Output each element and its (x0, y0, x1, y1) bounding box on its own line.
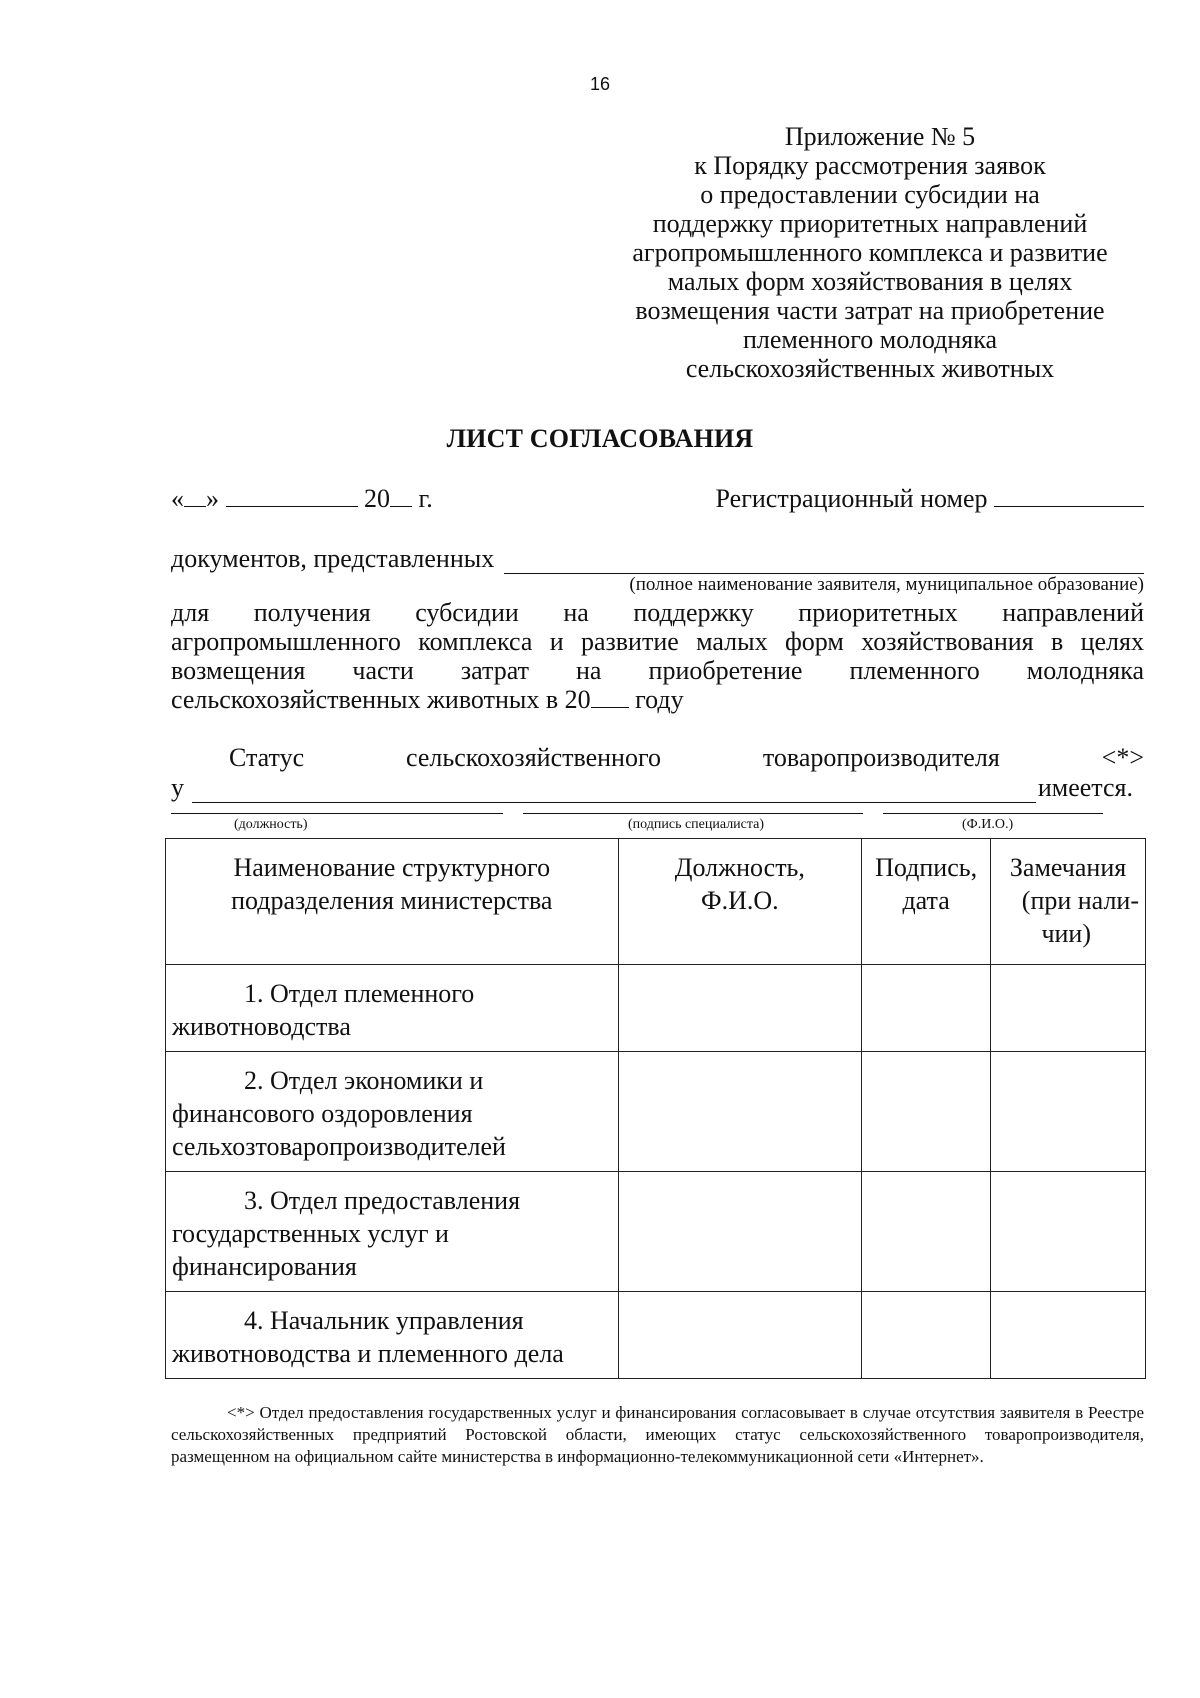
purpose-paragraph (171, 598, 1144, 685)
remarks-cell[interactable] (991, 965, 1146, 1052)
signature-line[interactable] (523, 813, 863, 814)
approval-table (165, 838, 1146, 1379)
page-number: 16 (589, 74, 611, 94)
applicant-field[interactable] (171, 544, 1144, 574)
purpose-last-prefix: сельскохозяйственных животных в 20 (171, 685, 591, 714)
signature-lines (171, 813, 1144, 815)
appendix-line: поддержку приоритетных направлений (652, 209, 1088, 238)
header-dept: Наименование структурного подразделения министерства (166, 839, 619, 965)
position-line[interactable] (171, 813, 503, 814)
remarks-cell[interactable] (991, 1052, 1146, 1172)
appendix-line: агропромышленного комплекса и развитие (632, 238, 1108, 267)
position-caption: (должность) (234, 817, 308, 832)
remarks-cell[interactable] (991, 1172, 1146, 1292)
remarks-cell[interactable] (991, 1292, 1146, 1379)
appendix-line: племенного молодняка (743, 325, 997, 354)
status-line (171, 743, 1144, 773)
appendix-title: Приложение № 5 (784, 122, 976, 151)
table-header-row (166, 839, 1146, 965)
date-close-quote: » (206, 484, 219, 513)
status-word: товаропроизводителя (762, 743, 1000, 772)
name-line[interactable] (883, 813, 1103, 814)
purpose-last-suffix: году (635, 685, 684, 714)
position-cell[interactable] (618, 1052, 862, 1172)
position-cell[interactable] (618, 965, 862, 1052)
signature-cell[interactable] (862, 1172, 991, 1292)
purpose-last-line (171, 685, 1144, 714)
dept-cell: 4. Начальник управления животноводства и племенного дела (166, 1292, 619, 1379)
docs-label: документов, представленных (171, 544, 495, 573)
date-open-quote: « (171, 484, 184, 513)
dept-cell: 2. Отдел экономики и финансового оздоровления сельхозтоваропроизводителей (166, 1052, 619, 1172)
dept-cell: 1. Отдел племенного животноводства (166, 965, 619, 1052)
appendix-header (600, 122, 1140, 383)
status-prefix: у (171, 773, 184, 802)
appendix-line: к Порядку рассмотрения заявок (694, 151, 1046, 180)
applicant-caption: (полное наименование заявителя, муниципальное образование) (629, 574, 1144, 595)
purpose-line: для получения субсидии на поддержку приоритетных направлений (171, 598, 1144, 627)
table-row (166, 1172, 1146, 1292)
registration-label: Регистрационный номер (715, 484, 988, 513)
status-holder-blank[interactable] (192, 779, 1036, 803)
year-blank[interactable] (390, 485, 412, 507)
table-row (166, 1052, 1146, 1172)
dept-cell: 3. Отдел предоставления государственных услуг и финансирования (166, 1172, 619, 1292)
signature-cell[interactable] (862, 1292, 991, 1379)
purpose-line: агропромышленного комплекса и развитие малых форм хозяйствования в целях (171, 627, 1144, 656)
applicant-blank[interactable] (504, 550, 1144, 574)
appendix-line: о предоставлении субсидии на (700, 180, 1040, 209)
table-row (166, 1292, 1146, 1379)
appendix-line: малых форм хозяйствования в целях (667, 267, 1073, 296)
signature-cell[interactable] (862, 965, 991, 1052)
month-blank[interactable] (226, 485, 358, 507)
status-suffix: имеется. (1037, 773, 1133, 802)
status-word: сельскохозяйственного (405, 743, 661, 772)
date-field[interactable] (171, 484, 433, 514)
signature-caption: (подпись специалиста) (628, 817, 765, 832)
header-remarks: Замечания (при нали- чии) (991, 839, 1146, 965)
status-word: Статус (229, 743, 305, 772)
appendix-line: возмещения части затрат на приобретение (635, 296, 1105, 325)
document-title: ЛИСТ СОГЛАСОВАНИЯ (446, 424, 754, 453)
registration-number-field[interactable] (716, 484, 1144, 514)
appendix-line: сельскохозяйственных животных (685, 354, 1055, 383)
footnote: <*> Отдел предоставления государственных услуг и финансирования согласовывает в случае отсутствия заявителя в Реестре сельскохозяйственных предприятий Ростовской области, имеющих статус сельскохозяйственного товаропроизводителя, размещенном на официальном сайте министерства в информационно-телекоммуникационной сети «Интернет». (171, 1403, 1144, 1466)
status-footnote-mark: <*> (1101, 743, 1144, 772)
status-holder-field[interactable] (171, 773, 1133, 803)
header-position: Должность, Ф.И.О. (618, 839, 862, 965)
position-cell[interactable] (618, 1292, 862, 1379)
day-blank[interactable] (184, 485, 206, 507)
registration-blank[interactable] (994, 485, 1144, 507)
year-suffix: г. (418, 484, 433, 513)
purpose-year-blank[interactable] (591, 686, 629, 708)
name-caption: (Ф.И.О.) (962, 817, 1014, 832)
header-signature: Подпись, дата (862, 839, 991, 965)
purpose-line: возмещения части затрат на приобретение племенного молодняка (171, 656, 1144, 685)
signature-cell[interactable] (862, 1052, 991, 1172)
table-row (166, 965, 1146, 1052)
year-prefix: 20 (364, 484, 390, 513)
position-cell[interactable] (618, 1172, 862, 1292)
